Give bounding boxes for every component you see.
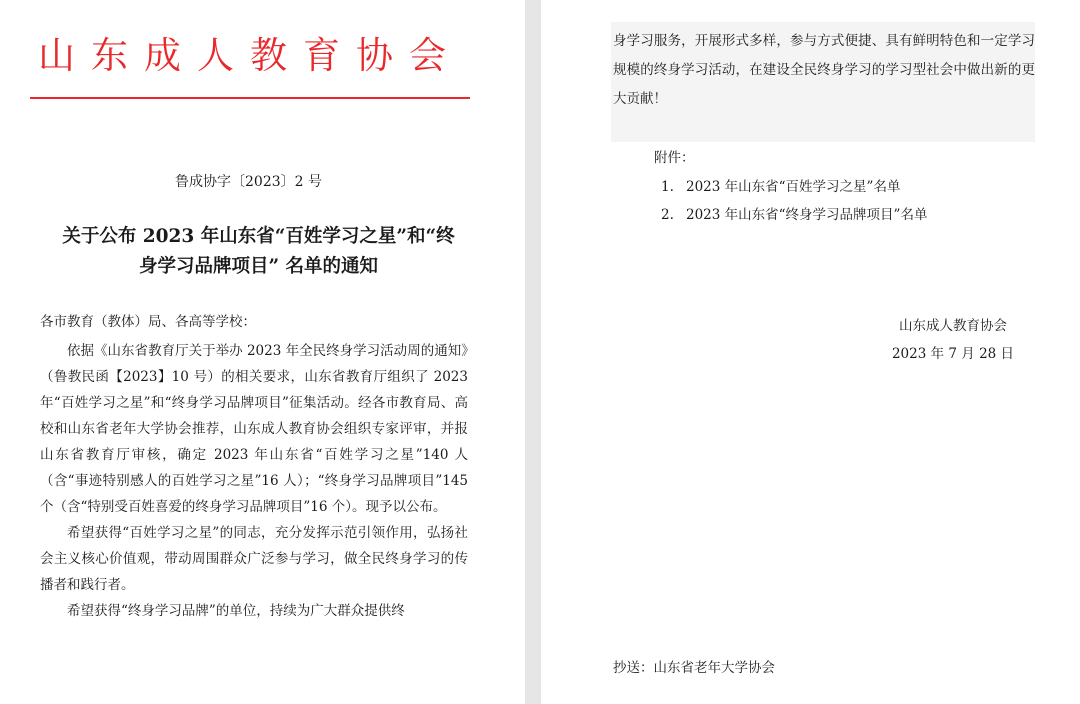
attachments-label: 附件： [654,150,695,166]
attachment-item [661,201,927,229]
issuer-name: 山东成人教育协会 [899,318,1007,334]
document-number: 鲁成协字〔2023〕2 号 [175,174,322,190]
salutation: 各市教育（教体）局、各高等学校： [40,314,256,330]
body-paragraph-3: 希望获得“终身学习品牌”的单位，持续为广大群众提供终 [67,603,405,619]
issuer-block [883,312,1023,368]
body-paragraph-2: 希望获得“百姓学习之星”的同志，充分发挥示范引领作用，弘扬社会主义核心价值观，带动周围群众广泛参与学习，做全民终身学习的传播者和践行者。 [40,525,468,593]
document-body [40,338,468,624]
attachment-item [661,173,927,201]
masthead-red-rule [30,97,470,99]
document-title-line-2: 身学习品牌项目” 名单的通知 [138,256,379,277]
document-page-1 [0,0,525,704]
body-paragraph-1: 依据《山东省教育厅关于举办 2023 年全民终身学习活动周的通知》（鲁教民函【2023】10 号）的相关要求，山东省教育厅组织了 2023 年“百姓学习之星”和“终身学习品牌项目”征集活动。经各市教育局、高校和山东省老年大学协会推荐，山东成人教育协会组织专家评审，并报山东省教育厅审核，确定 2023 年山东省“百姓学习之星”140 人（含“事迹特别感人的百姓学习之星”16 人）；“终身学习品牌项目”145 个（含“特别受百姓喜爱的终身学习品牌项目”16 个）。现予以公布。 [40,343,468,515]
continuation-text [613,27,1035,114]
attachment-number: 2. [661,207,674,223]
attachment-text: 2023 年山东省“终身学习品牌项目”名单 [686,207,928,223]
attachments-list [661,173,927,229]
continuation-paragraph: 身学习服务，开展形式多样，参与方式便捷、具有鲜明特色和一定学习规模的终身学习活动，在建设全民终身学习的学习型社会中做出新的更大贡献！ [613,33,1035,107]
document-title [20,222,497,282]
document-title-line-1: 关于公布 2023 年山东省“百姓学习之星”和“终 [62,226,455,247]
masthead-title: 山东成人教育协会 [38,34,462,77]
attachment-number: 1. [661,179,674,195]
document-page-2 [541,0,1080,704]
issue-date: 2023 年 7 月 28 日 [891,346,1015,362]
cc-line: 抄送：山东省老年大学协会 [613,660,775,676]
attachment-text: 2023 年山东省“百姓学习之星”名单 [686,179,901,195]
